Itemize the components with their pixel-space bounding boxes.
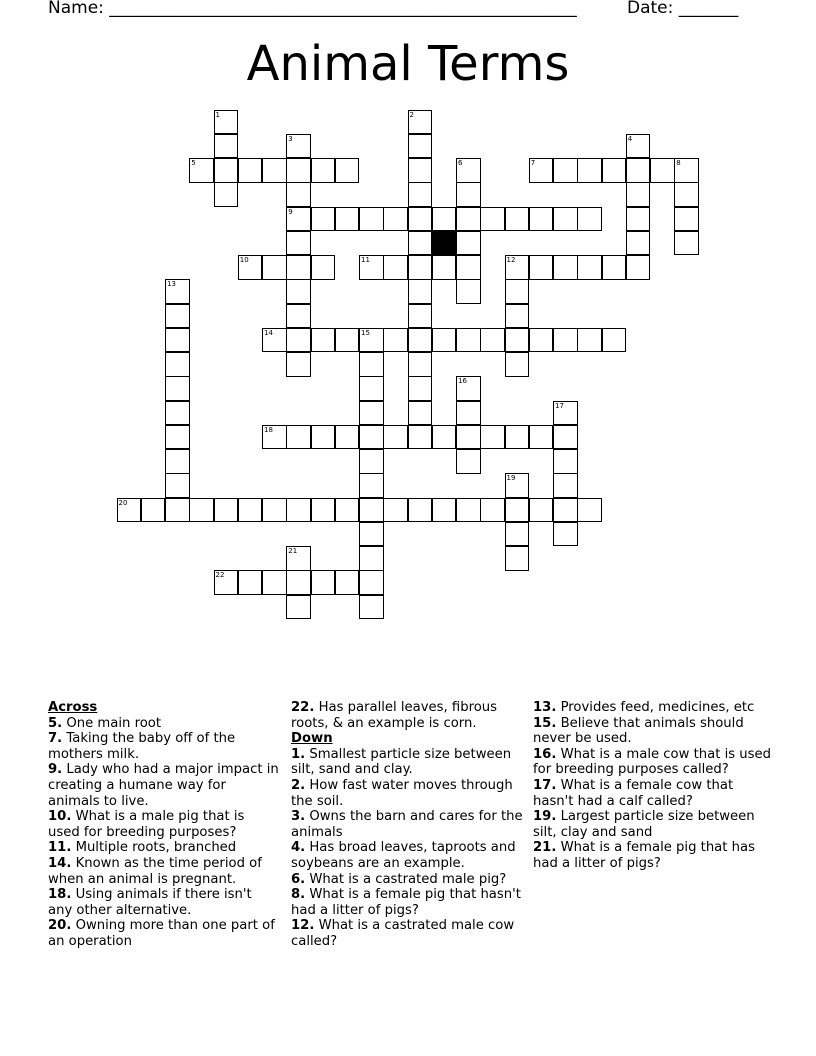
- grid-cell[interactable]: [214, 134, 239, 159]
- grid-cell[interactable]: [408, 352, 433, 377]
- grid-cell[interactable]: [505, 279, 530, 304]
- grid-cell[interactable]: [456, 207, 481, 232]
- clue-number: 3.: [291, 809, 306, 825]
- grid-cell[interactable]: [456, 182, 481, 207]
- grid-cell[interactable]: [262, 328, 287, 353]
- grid-cell[interactable]: [165, 473, 190, 498]
- grid-cell[interactable]: [335, 425, 360, 450]
- grid-cell[interactable]: [359, 449, 384, 474]
- clue-text: What is a female pig that hasn't had a litter of pigs?: [291, 887, 521, 918]
- grid-cell[interactable]: [359, 328, 384, 353]
- grid-cell[interactable]: [165, 304, 190, 329]
- cell-number: 14: [264, 328, 273, 337]
- grid-cell[interactable]: [408, 182, 433, 207]
- clue-item: [533, 809, 773, 840]
- grid-cell[interactable]: [286, 425, 311, 450]
- grid-cell[interactable]: [359, 570, 384, 595]
- grid-cell[interactable]: [408, 231, 433, 256]
- grid-cell[interactable]: [214, 498, 239, 523]
- grid-cell[interactable]: [286, 134, 311, 159]
- grid-cell[interactable]: [359, 207, 384, 232]
- grid-cell[interactable]: [238, 570, 263, 595]
- grid-cell[interactable]: [165, 498, 190, 523]
- clue-item: [291, 747, 523, 778]
- grid-cell[interactable]: [456, 449, 481, 474]
- grid-cell[interactable]: [335, 570, 360, 595]
- grid-cell[interactable]: [335, 207, 360, 232]
- clue-item: [48, 731, 280, 762]
- clue-text: Using animals if there isn't any other alternative.: [48, 887, 252, 918]
- clue-text: Smallest particle size between silt, sand and clay.: [291, 746, 512, 778]
- cell-number: 1: [215, 110, 220, 119]
- clue-number: 4.: [291, 840, 306, 856]
- grid-cell[interactable]: [505, 304, 530, 329]
- grid-cell[interactable]: [432, 498, 457, 523]
- grid-cell[interactable]: [359, 255, 384, 280]
- clue-number: 6.: [291, 871, 306, 887]
- clue-item: [48, 762, 280, 809]
- clue-text: Taking the baby off of the mothers milk.: [48, 731, 236, 762]
- clue-number: 17.: [533, 777, 557, 793]
- clue-column-2: [291, 700, 523, 950]
- clue-item: [48, 716, 280, 732]
- grid-cell[interactable]: [553, 498, 578, 523]
- grid-cell[interactable]: [165, 352, 190, 377]
- cell-number: 13: [167, 280, 176, 289]
- grid-cell[interactable]: [359, 352, 384, 377]
- grid-cell[interactable]: [626, 231, 651, 256]
- grid-cell[interactable]: [674, 231, 699, 256]
- cell-number: 22: [215, 571, 225, 580]
- grid-cell[interactable]: [408, 207, 433, 232]
- clue-number: 18.: [48, 887, 72, 903]
- cell-number: 5: [191, 159, 196, 167]
- grid-cell[interactable]: [505, 546, 530, 571]
- grid-cell[interactable]: [359, 498, 384, 523]
- cell-number: 15: [361, 328, 370, 337]
- grid-cell[interactable]: [286, 158, 311, 183]
- clue-number: 7.: [48, 731, 63, 747]
- grid-cell[interactable]: [480, 328, 505, 353]
- clue-item: [48, 809, 280, 840]
- grid-cell[interactable]: [480, 207, 505, 232]
- grid-cell[interactable]: [626, 158, 651, 183]
- grid-cell[interactable]: [505, 522, 530, 547]
- clue-item: [533, 778, 773, 809]
- cell-number: 18: [264, 425, 273, 434]
- grid-cell[interactable]: [529, 207, 554, 232]
- grid-cell[interactable]: [117, 498, 142, 523]
- grid-cell[interactable]: [408, 110, 433, 135]
- grid-cell[interactable]: [286, 255, 311, 280]
- grid-cell[interactable]: [408, 498, 433, 523]
- grid-cell[interactable]: [262, 498, 287, 523]
- grid-cell[interactable]: [505, 498, 530, 523]
- grid-cell[interactable]: [311, 498, 336, 523]
- grid-cell[interactable]: [480, 498, 505, 523]
- grid-cell[interactable]: [286, 328, 311, 353]
- grid-cell[interactable]: [311, 328, 336, 353]
- cell-number: 17: [555, 401, 564, 410]
- clue-text: What is a male cow that is used for breeding purposes called?: [533, 746, 772, 778]
- clue-text: Has parallel leaves, fibrous roots, & an example is corn.: [291, 700, 498, 731]
- grid-cell[interactable]: [383, 255, 408, 280]
- clue-number: 14.: [48, 855, 72, 871]
- clue-number: 20.: [48, 918, 72, 934]
- clue-number: 1.: [291, 746, 306, 762]
- clue-number: 13.: [533, 700, 557, 715]
- grid-cell[interactable]: [238, 498, 263, 523]
- clue-text: One main root: [62, 715, 162, 731]
- grid-cell[interactable]: [505, 425, 530, 450]
- grid-cell[interactable]: [553, 425, 578, 450]
- clue-item: [533, 700, 773, 716]
- clue-text: Known as the time period of when an animal is pregnant.: [48, 855, 262, 887]
- grid-cell[interactable]: [214, 158, 239, 183]
- down-heading: Down: [291, 731, 333, 747]
- clue-number: 9.: [48, 762, 63, 778]
- grid-cell[interactable]: [505, 207, 530, 232]
- grid-cell[interactable]: [141, 498, 166, 523]
- clue-text: Believe that animals should never be used.: [533, 715, 744, 747]
- clue-column-1: [48, 700, 280, 950]
- grid-cell[interactable]: [165, 449, 190, 474]
- clue-number: 21.: [533, 840, 557, 856]
- clue-item: [291, 872, 523, 888]
- grid-cell[interactable]: [189, 498, 214, 523]
- grid-cell[interactable]: [214, 182, 239, 207]
- grid-cell[interactable]: [408, 279, 433, 304]
- grid-cell[interactable]: [456, 231, 481, 256]
- grid-cell[interactable]: [286, 182, 311, 207]
- clue-number: 15.: [533, 715, 557, 731]
- grid-cell[interactable]: [359, 376, 384, 401]
- grid-cell[interactable]: [238, 158, 263, 183]
- clue-item: [291, 809, 523, 840]
- clue-text: Provides feed, medicines, etc: [556, 700, 755, 715]
- grid-cell[interactable]: [408, 376, 433, 401]
- clue-text: What is a female pig that has had a litter of pigs?: [533, 840, 755, 871]
- clue-text: Multiple roots, branched: [71, 840, 237, 856]
- grid-cell[interactable]: [432, 328, 457, 353]
- grid-cell[interactable]: [311, 207, 336, 232]
- grid-cell[interactable]: [165, 279, 190, 304]
- grid-cell[interactable]: [529, 328, 554, 353]
- grid-cell[interactable]: [165, 376, 190, 401]
- grid-cell[interactable]: [577, 158, 602, 183]
- grid-cell[interactable]: [286, 231, 311, 256]
- grid-cell[interactable]: [650, 158, 675, 183]
- grid-cell[interactable]: [602, 255, 627, 280]
- grid-cell[interactable]: [214, 570, 239, 595]
- grid-cell[interactable]: [311, 158, 336, 183]
- grid-cell[interactable]: [553, 449, 578, 474]
- grid-cell[interactable]: [505, 352, 530, 377]
- clue-text: Largest particle size between silt, clay and sand: [533, 809, 755, 840]
- grid-cell[interactable]: [674, 182, 699, 207]
- cell-number: 21: [288, 547, 298, 555]
- clue-number: 11.: [48, 840, 72, 856]
- grid-cell[interactable]: [505, 328, 530, 353]
- grid-cell[interactable]: [383, 207, 408, 232]
- clue-item: [291, 840, 523, 871]
- grid-cell[interactable]: [456, 376, 481, 401]
- cell-number: 4: [627, 134, 633, 143]
- grid-cell[interactable]: [553, 401, 578, 426]
- grid-cell[interactable]: [553, 255, 578, 280]
- grid-cell[interactable]: [165, 401, 190, 426]
- clue-number: 5.: [48, 715, 63, 731]
- name-field[interactable]: Name: _______________________________________________________: [48, 0, 577, 18]
- grid-cell[interactable]: [311, 255, 336, 280]
- grid-cell[interactable]: [262, 158, 287, 183]
- grid-cell[interactable]: [553, 473, 578, 498]
- grid-cell[interactable]: [577, 328, 602, 353]
- grid-cell[interactable]: [674, 207, 699, 232]
- grid-cell[interactable]: [505, 473, 530, 498]
- grid-cell[interactable]: [432, 207, 457, 232]
- grid-cell[interactable]: [456, 279, 481, 304]
- across-heading: Across: [48, 700, 98, 715]
- grid-cell[interactable]: [408, 401, 433, 426]
- cell-number: 9: [288, 207, 293, 216]
- grid-cell[interactable]: [408, 134, 433, 159]
- grid-cell[interactable]: [456, 425, 481, 450]
- grid-cell[interactable]: [408, 255, 433, 280]
- grid-cell[interactable]: [529, 498, 554, 523]
- grid-cell[interactable]: [408, 328, 433, 353]
- grid-cell[interactable]: [286, 546, 311, 571]
- grid-cell[interactable]: [359, 401, 384, 426]
- grid-cell[interactable]: [432, 425, 457, 450]
- clue-item: [291, 887, 523, 918]
- cell-number: 6: [458, 159, 463, 167]
- clue-column-3: [533, 700, 773, 872]
- cell-number: 12: [506, 256, 516, 264]
- clue-number: 16.: [533, 746, 557, 762]
- grid-cell[interactable]: [456, 255, 481, 280]
- grid-cell[interactable]: [359, 546, 384, 571]
- grid-cell[interactable]: [286, 207, 311, 232]
- grid-cell[interactable]: [674, 158, 699, 183]
- grid-cell[interactable]: [577, 498, 602, 523]
- grid-cell[interactable]: [189, 158, 214, 183]
- clue-item: [533, 747, 773, 778]
- grid-cell[interactable]: [408, 158, 433, 183]
- clue-text: Owning more than one part of an operation: [48, 918, 275, 949]
- puzzle-title: Animal Terms: [246, 36, 570, 92]
- grid-cell[interactable]: [335, 498, 360, 523]
- grid-cell[interactable]: [262, 570, 287, 595]
- grid-cell[interactable]: [286, 595, 311, 620]
- grid-cell[interactable]: [480, 425, 505, 450]
- grid-cell[interactable]: [408, 425, 433, 450]
- grid-cell[interactable]: [432, 255, 457, 280]
- grid-cell[interactable]: [553, 328, 578, 353]
- clue-item: [48, 887, 280, 918]
- grid-cell[interactable]: [553, 522, 578, 547]
- grid-cell[interactable]: [529, 255, 554, 280]
- cell-number: 19: [506, 474, 516, 483]
- clue-text: Lady who had a major impact in creating a humane way for animals to live.: [48, 762, 279, 809]
- cell-number: 3: [288, 134, 293, 143]
- grid-cell[interactable]: [359, 473, 384, 498]
- clue-item: [291, 700, 523, 731]
- cell-number: 7: [530, 159, 536, 167]
- clue-text: How fast water moves through the soil.: [291, 777, 513, 809]
- cell-number: 10: [239, 256, 249, 264]
- grid-cell[interactable]: [359, 522, 384, 547]
- clue-number: 12.: [291, 918, 315, 934]
- clue-item: [533, 840, 773, 871]
- grid-cell[interactable]: [553, 207, 578, 232]
- grid-cell[interactable]: [602, 328, 627, 353]
- grid-cell[interactable]: [165, 328, 190, 353]
- clue-text: Has broad leaves, taproots and soybeans are an example.: [291, 840, 516, 871]
- clue-number: 19.: [533, 809, 557, 825]
- clue-text: Owns the barn and cares for the animals: [291, 809, 523, 840]
- clue-item: [291, 918, 523, 949]
- cell-number: 11: [361, 256, 370, 264]
- date-field[interactable]: Date: _______: [627, 0, 739, 18]
- grid-cell[interactable]: [553, 158, 578, 183]
- grid-cell[interactable]: [238, 255, 263, 280]
- grid-cell[interactable]: [529, 158, 554, 183]
- grid-cell[interactable]: [505, 255, 530, 280]
- clue-text: What is a castrated male pig?: [305, 871, 507, 887]
- clue-item: [291, 778, 523, 809]
- grid-cell[interactable]: [286, 304, 311, 329]
- grid-cell[interactable]: [359, 595, 384, 620]
- clue-number: 2.: [291, 777, 306, 793]
- grid-cell[interactable]: [311, 425, 336, 450]
- clue-number: 22.: [291, 700, 315, 715]
- grid-cell[interactable]: [335, 158, 360, 183]
- grid-cell[interactable]: [383, 425, 408, 450]
- grid-cell[interactable]: [359, 425, 384, 450]
- clue-text: What is a castrated male cow called?: [291, 918, 515, 949]
- clue-text: What is a female cow that hasn't had a calf called?: [533, 777, 734, 809]
- grid-cell[interactable]: [456, 401, 481, 426]
- grid-cell[interactable]: [577, 255, 602, 280]
- grid-cell[interactable]: [262, 255, 287, 280]
- clue-item: [533, 716, 773, 747]
- grid-black-cell: [432, 231, 457, 256]
- grid-cell[interactable]: [456, 158, 481, 183]
- grid-cell[interactable]: [626, 207, 651, 232]
- grid-cell[interactable]: [286, 570, 311, 595]
- grid-cell[interactable]: [529, 425, 554, 450]
- grid-cell[interactable]: [577, 207, 602, 232]
- grid-cell[interactable]: [165, 425, 190, 450]
- grid-cell[interactable]: [456, 328, 481, 353]
- grid-cell[interactable]: [626, 182, 651, 207]
- grid-cell[interactable]: [456, 498, 481, 523]
- clue-item: [48, 918, 280, 949]
- cell-number: 2: [409, 110, 414, 119]
- grid-cell[interactable]: [383, 328, 408, 353]
- grid-cell[interactable]: [408, 304, 433, 329]
- grid-cell[interactable]: [335, 328, 360, 353]
- clue-item: [48, 840, 280, 856]
- grid-cell[interactable]: [286, 352, 311, 377]
- clue-item: [48, 856, 280, 887]
- grid-cell[interactable]: [286, 279, 311, 304]
- cell-number: 8: [676, 159, 681, 167]
- grid-cell[interactable]: [383, 498, 408, 523]
- grid-cell[interactable]: [626, 255, 651, 280]
- grid-cell[interactable]: [286, 498, 311, 523]
- grid-cell[interactable]: [626, 134, 651, 159]
- cell-number: 20: [118, 498, 128, 507]
- cell-number: 16: [458, 377, 467, 386]
- grid-cell[interactable]: [311, 570, 336, 595]
- grid-cell[interactable]: [262, 425, 287, 450]
- grid-cell[interactable]: [214, 110, 239, 135]
- grid-cell[interactable]: [602, 158, 627, 183]
- clue-number: 10.: [48, 809, 72, 825]
- clue-number: 8.: [291, 887, 306, 903]
- clue-text: What is a male pig that is used for breeding purposes?: [48, 809, 245, 840]
